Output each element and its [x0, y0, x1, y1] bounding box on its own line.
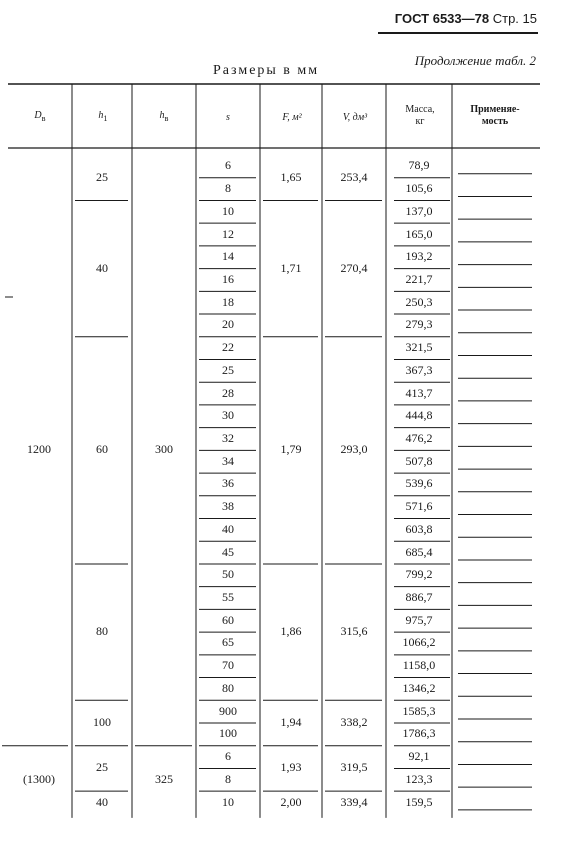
- group-cell-v: 270,4: [340, 260, 368, 275]
- page-number: Стр. 15: [492, 11, 537, 26]
- s-cell: 65: [222, 635, 234, 650]
- s-cell: 38: [222, 499, 234, 514]
- mass-cell: 159,5: [405, 794, 433, 809]
- mass-cell: 105,6: [405, 181, 433, 196]
- s-cell: 10: [222, 794, 234, 809]
- mass-cell: 123,3: [405, 771, 433, 786]
- s-cell: 60: [222, 612, 234, 627]
- s-cell: 12: [222, 226, 234, 241]
- mass-cell: 975,7: [405, 612, 433, 627]
- mass-cell: 1066,2: [402, 635, 436, 650]
- standard-number: ГОСТ 6533—78: [394, 11, 490, 26]
- group-cell-h1: 40: [96, 794, 108, 809]
- s-cell: 55: [222, 590, 234, 605]
- group-cell-h1: 25: [96, 760, 108, 775]
- col-header-h1: $h_1$: [98, 110, 108, 123]
- group-cell-h1: 100: [93, 715, 111, 729]
- group-cell-h1: 25: [96, 169, 108, 184]
- s-cell: 32: [222, 431, 234, 445]
- mass-cell: 279,3: [405, 317, 433, 332]
- mass-cell: 507,8: [405, 453, 433, 468]
- mass-cell: 137,0: [405, 203, 433, 218]
- group-cell-f: 1,93: [280, 760, 302, 775]
- group-cell-h1: 60: [96, 442, 108, 457]
- mass-cell: 221,7: [405, 271, 433, 286]
- mass-cell: 476,2: [405, 431, 433, 445]
- mass-cell: 799,2: [405, 567, 433, 582]
- mass-cell: 367,3: [405, 362, 433, 377]
- col-header-db: $D_в$: [34, 110, 46, 123]
- s-cell: 25: [222, 362, 234, 377]
- group-cell-v: 319,5: [340, 760, 368, 775]
- s-cell: 8: [225, 181, 231, 196]
- mass-cell: 92,1: [408, 749, 430, 764]
- mass-cell: 250,3: [405, 294, 433, 309]
- mass-cell: 321,5: [405, 340, 433, 355]
- s-cell: 20: [222, 317, 234, 332]
- table-continuation-caption: Продолжение табл. 2: [414, 53, 536, 68]
- s-cell: 40: [222, 521, 234, 536]
- col-header-mass: Масса, кг: [405, 104, 435, 127]
- s-cell: 36: [222, 476, 234, 491]
- mass-cell: 444,8: [405, 408, 433, 423]
- s-cell: 8: [225, 771, 231, 786]
- mass-cell: 603,8: [405, 521, 433, 536]
- s-cell: 34: [222, 453, 234, 468]
- group-cell-v: 253,4: [340, 169, 368, 184]
- mass-cell: 78,9: [408, 158, 430, 173]
- group-cell-h1: 80: [96, 624, 108, 639]
- col-header-v: V, дм³: [342, 112, 368, 123]
- mass-cell: 1585,3: [402, 703, 436, 718]
- col-header-hb: $h_в$: [159, 110, 169, 123]
- s-cell: 80: [222, 680, 234, 695]
- mass-cell: 539,6: [405, 476, 433, 491]
- s-cell: 16: [222, 271, 234, 286]
- mass-cell: 413,7: [405, 385, 433, 400]
- s-cell: 10: [222, 203, 234, 218]
- s-cell: 28: [222, 385, 234, 400]
- s-cell: 6: [225, 158, 231, 173]
- s-cell: 30: [222, 408, 234, 423]
- group-cell-f: 1,94: [280, 715, 302, 729]
- s-cell: 45: [222, 544, 234, 559]
- s-cell: 14: [222, 249, 234, 264]
- group-cell-hb: 325: [155, 771, 173, 786]
- group-cell-v: 338,2: [340, 715, 368, 729]
- s-cell: 100: [219, 726, 237, 741]
- group-cell-h1: 40: [96, 260, 108, 275]
- mass-cell: 193,2: [405, 249, 433, 264]
- mass-cell: 571,6: [405, 499, 433, 514]
- mass-cell: 685,4: [405, 544, 433, 559]
- mass-cell: 1346,2: [402, 680, 436, 695]
- group-cell-f: 2,00: [280, 794, 302, 809]
- col-header-applicability: Применяе- мость: [470, 104, 520, 127]
- s-cell: 6: [225, 749, 231, 764]
- group-cell-v: 339,4: [340, 794, 368, 809]
- group-cell-db: (1300): [23, 771, 55, 786]
- group-cell-db: 1200: [27, 442, 51, 457]
- s-cell: 900: [219, 703, 237, 718]
- mass-cell: 1786,3: [402, 726, 436, 741]
- group-cell-v: 315,6: [340, 624, 368, 639]
- units-caption: Размеры в мм: [213, 63, 320, 78]
- mass-cell: 1158,0: [402, 658, 436, 673]
- group-cell-f: 1,71: [280, 260, 302, 275]
- col-header-s: s: [226, 112, 230, 123]
- s-cell: 22: [222, 340, 234, 355]
- s-cell: 70: [222, 658, 234, 673]
- group-cell-v: 293,0: [340, 442, 368, 457]
- group-cell-hb: 300: [155, 442, 173, 457]
- group-cell-f: 1,65: [280, 169, 302, 184]
- s-cell: 50: [222, 567, 234, 582]
- mass-cell: 886,7: [405, 590, 433, 605]
- s-cell: 18: [222, 294, 234, 309]
- group-cell-f: 1,86: [280, 624, 302, 639]
- col-header-f: F, м²: [282, 112, 302, 123]
- group-cell-f: 1,79: [280, 442, 302, 457]
- mass-cell: 165,0: [405, 226, 433, 241]
